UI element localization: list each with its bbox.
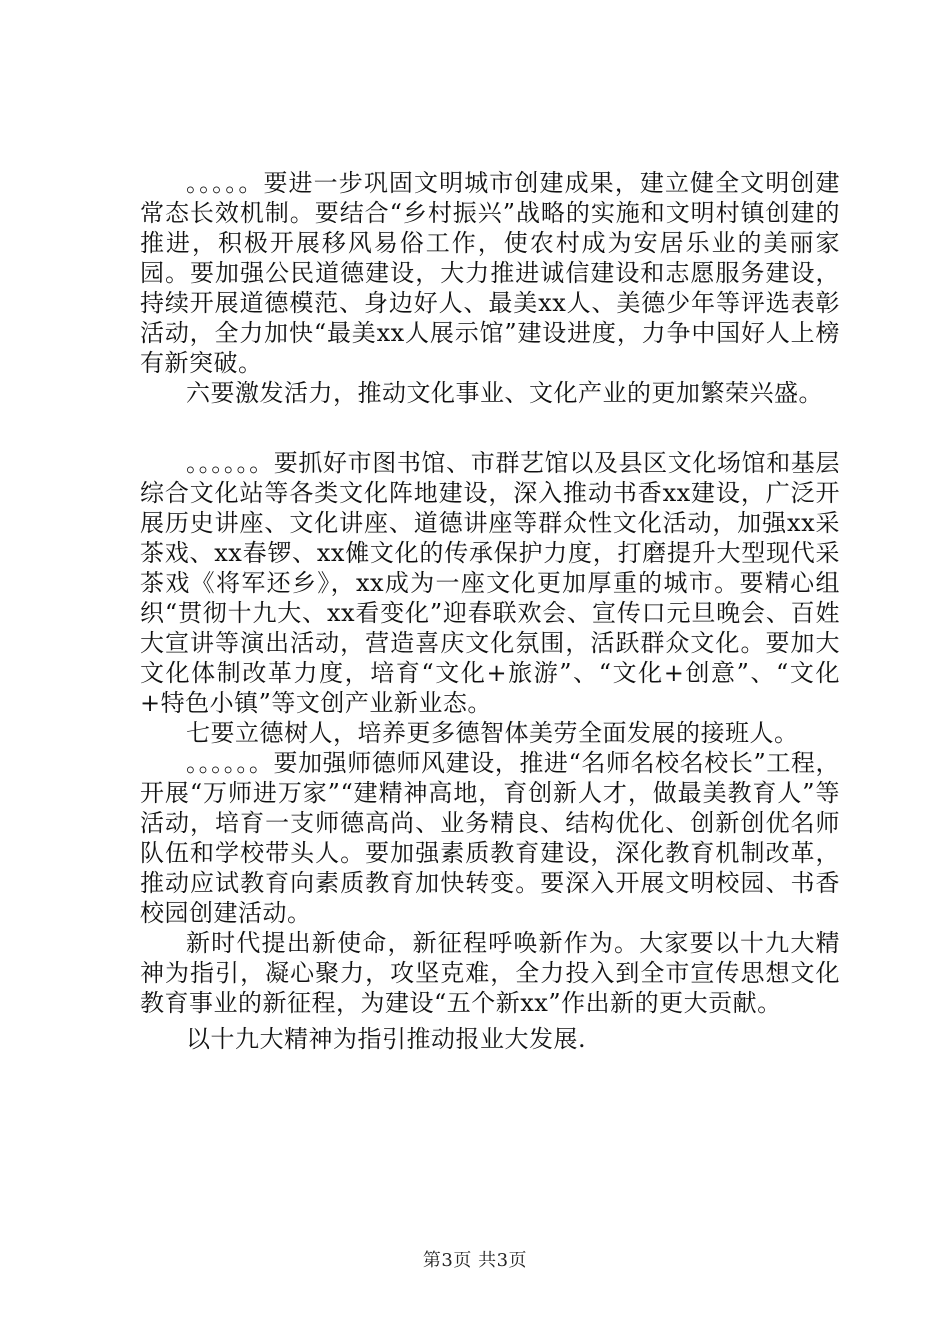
document-body — [140, 168, 840, 1054]
page-number-footer: 第3页 共3页 — [422, 1250, 528, 1271]
heading-culture-vitality: 六要激发活力，推动文化事业、文化产业的更加繁荣兴盛。 — [186, 379, 823, 407]
paragraph-closing-title: 以十九大精神为指引推动报业大发展. — [186, 1025, 587, 1053]
heading-moral-education: 七要立德树人，培养更多德智体美劳全面发展的接班人。 — [186, 719, 799, 747]
paragraph-civilization-building: 。。。。。要进一步巩固文明城市创建成果，建立健全文明创建常态长效机制。要结合“乡村振兴”战略的实施和文明村镇创建的推进，积极开展移风易俗工作，使农村成为安居乐业的美丽家园。要加强公民道德建设，大力推进诚信建设和志愿服务建设，持续开展道德模范、身边好人、最美xx人、美德少年等评选表彰活动，全力加快“最美xx人展示馆”建设进度，力争中国好人上榜有新突破。 — [140, 169, 840, 377]
paragraph-new-era-conclusion: 新时代提出新使命，新征程呼唤新作为。大家要以十九大精神为指引，凝心聚力，攻坚克难，全力投入到全市宣传思想文化教育事业的新征程，为建设“五个新xx”作出新的更大贡献。 — [140, 929, 840, 1017]
paragraph-teacher-ethics: 。。。。。。要加强师德师风建设，推进“名师名校名校长”工程，开展“万师进万家”“建精神高地，育创新人才，做最美教育人”等活动，培育一支师德高尚、业务精良、结构优化、创新创优名师队伍和学校带头人。要加强素质教育建设，深化教育机制改革，推动应试教育向素质教育加快转变。要深入开展文明校园、书香校园创建活动。 — [140, 749, 840, 927]
paragraph-cultural-venues: 。。。。。。要抓好市图书馆、市群艺馆以及县区文化场馆和基层综合文化站等各类文化阵地建设，深入推动书香xx建设，广泛开展历史讲座、文化讲座、道德讲座等群众性文化活动，加强xx采茶戏、xx春锣、xx傩文化的传承保护力度，打磨提升大型现代采茶戏《将军还乡》，xx成为一座文化更加厚重的城市。要精心组织“贯彻十九大、xx看变化”迎春联欢会、宣传口元旦晚会、百姓大宣讲等演出活动，营造喜庆文化氛围，活跃群众文化。要加大文化体制改革力度，培育“文化+旅游”、“文化+创意”、“文化+特色小镇”等文创产业新业态。 — [140, 449, 840, 717]
